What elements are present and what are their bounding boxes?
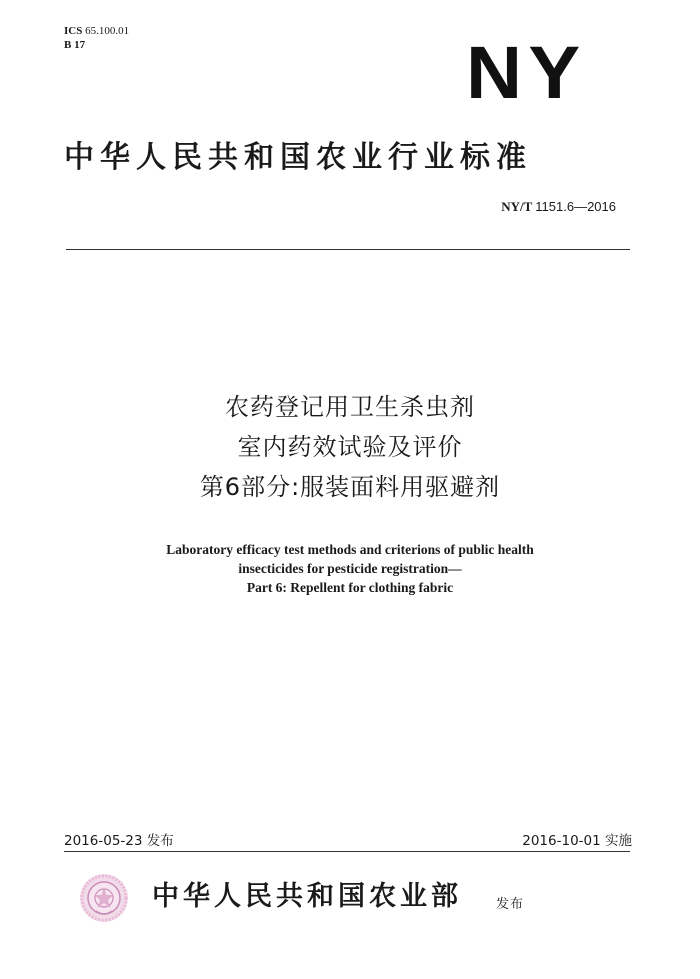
- document-title-cn: [0, 387, 700, 507]
- ics-code: 65.100.01: [85, 25, 130, 37]
- issuing-ministry: 中华人民共和国农业部: [152, 881, 462, 912]
- ccs-code: B 17: [64, 39, 86, 51]
- ics-label: ICS: [64, 25, 83, 37]
- bottom-divider: [64, 851, 630, 852]
- document-title-en: [0, 540, 700, 597]
- publish-label: 发布: [496, 897, 525, 912]
- implementation-date: 2016-10-01 实施: [522, 833, 632, 849]
- top-divider: [66, 249, 630, 250]
- classification-codes: [64, 24, 129, 52]
- title-en-line: Part 6: Repellent for clothing fabric: [246, 580, 454, 595]
- standard-title: 中华人民共和国农业行业标准: [64, 140, 532, 175]
- standard-number-prefix: NY/T: [501, 199, 533, 214]
- standard-number: [501, 199, 616, 215]
- title-en-line: insecticides for pesticide registration—: [238, 561, 462, 576]
- title-cn-line: 室内药效试验及评价: [237, 433, 463, 461]
- title-cn-line: 农药登记用卫生杀虫剂: [225, 393, 475, 421]
- ministry-seal-icon: [79, 873, 129, 923]
- standard-number-value: 1151.6—2016: [535, 199, 616, 214]
- ics-line: [64, 24, 129, 38]
- title-cn-line: 第6部分:服装面料用驱避剂: [199, 473, 501, 501]
- title-en-line: Laboratory efficacy test methods and criterions of public health: [166, 542, 534, 557]
- issue-date: 2016-05-23 发布: [64, 833, 174, 849]
- ny-logo: NY: [466, 31, 587, 114]
